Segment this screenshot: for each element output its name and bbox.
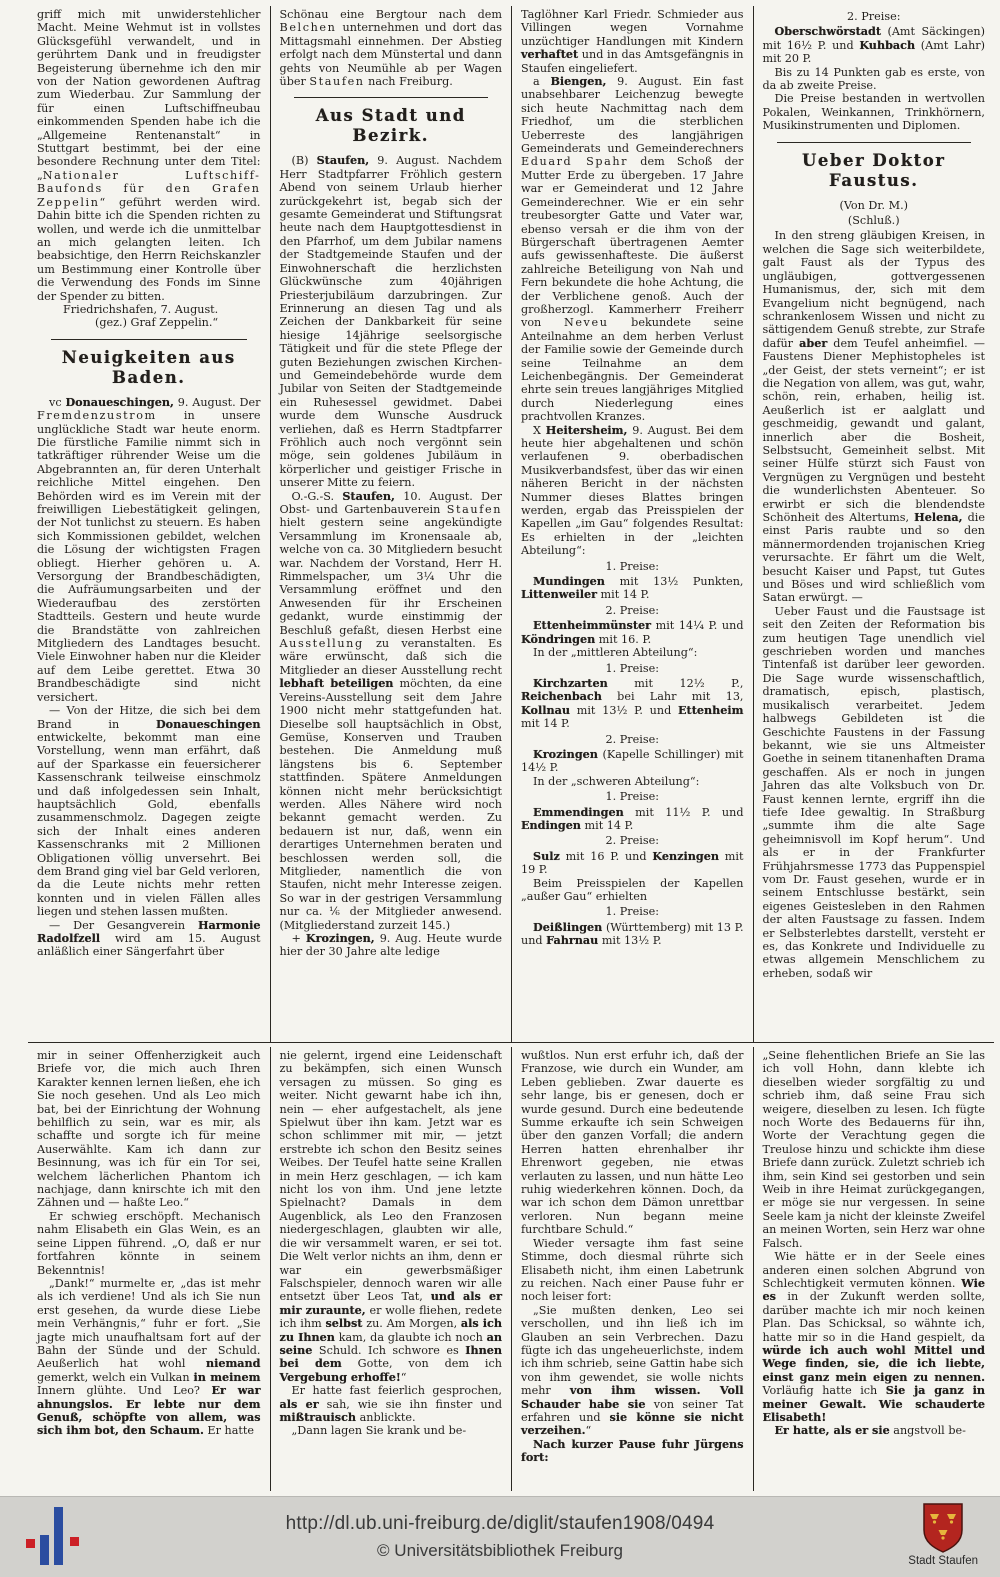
- paragraph: a Biengen, 9. August. Ein fast unabsehbarer Leichenzug bewegte sich heute Nachmittag nach dem Friedhof, um die sterblichen Ueberreste des langjährigen Gemeinderats und Gemeinderechners Eduard Spahr dem Schoß der Mutter Erde zu übergeben. 17 Jahre war er Gemeinderat und 12 Jahre Gemeinderechner. Wie er ein sehr treubesorgter Gatte und Vater war, ebenso versah er die ihm von der Bürgerschaft übertragenen Aemter aufs gewissenhafteste. Die äußerst zahlreiche Beteiligung von Nah und Fern bekundete die hohe Achtung, die der Verblichene genoß. Auch der großherzogl. Kammerherr Freiherr von Neveu bekundete seine Anteilnahme an dem herben Verlust der Familie sowie der Gemeinde durch seine Teilnahme an dem Leichenbegängnis. Der Gemeinderat ehrte sein treues langjähriges Mitglied durch Niederlegung eines prachtvollen Kranzes.: [521, 74, 744, 424]
- staufen-coat-of-arms-icon: [922, 1502, 964, 1554]
- paragraph: O.-G.-S. Staufen, 10. August. Der Obst- und Gartenbauverein Staufen hielt gestern seine angekündigte Versammlung im Kronensaale ab, welche von ca. 30 Mitgliedern besucht war. Nachdem der Vorstand, Herr H. Rimmelspacher, um 3¼ Uhr die Versammlung eröffnet und den Anwesenden für ihr Erscheinen gedankt, wurde einstimmig der Beschluß gefaßt, diesen Herbst eine Ausstellung zu veranstalten. Es wäre erwünscht, daß sich die Mitglieder an dieser Ausstellung recht lebhaft beteiligen möchten, da eine Vereins-Ausstellung seit dem Jahre 1900 nicht mehr stattgefunden hat. Dieselbe soll hauptsächlich in Obst, Gemüse, Konserven und Trauben bestehen. Die Anmeldung muß längstens bis 6. September stattfinden. Spätere Anmeldungen können nicht mehr berücksichtigt werden. Alles Nähere wird noch bekannt gemacht werden. Zu bedauern ist nur, daß, wenn ein derartiges Unternehmen beraten und beschlossen werden soll, die Mitglieder, namentlich die von Staufen, nicht mehr Interesse zeigen. So war in der gestrigen Versammlung nur ca. ⅙ der Mitglieder anwesend. (Mitgliederstand zurzeit 145.): [279, 488, 503, 932]
- paragraph: 2. Preise:: [605, 732, 659, 746]
- article-heading: Ueber Doktor Faustus.: [802, 150, 946, 190]
- paragraph: Wieder versagte ihm fast seine Stimme, doch diesmal rührte sich Elisabeth nicht, ihm einen Labetrunk zu reichen. Nach einer Pause fuhr er noch leiser fort:: [521, 1236, 744, 1304]
- paragraph: Schönau eine Bergtour nach dem Belchen unternehmen und dort das Mittagsmahl einnehmen. Der Abstieg erfolgt nach dem Münstertal und dann gehts von Neumühle ab per Wagen über Staufen nach Freiburg.: [279, 8, 502, 89]
- paragraph: Beim Preisspielen der Kapellen „außer Gau“ erhielten: [521, 876, 744, 903]
- footer-text-block: [0, 1497, 1000, 1577]
- paragraph: — Der Gesangverein Harmonie Radolfzell wird am 15. August anläßlich einer Sängerfahrt über: [37, 917, 261, 959]
- stadt-staufen-crest: [908, 1502, 978, 1567]
- paragraph: vc Donaueschingen, 9. August. Der Fremdenzustrom in unsere unglückliche Stadt war heute enorm. Die fürstliche Familie nimmt sich in tatkräftiger rührender Weise um die Abgebrannten an, für deren Unterhalt reichliche Mittel eingehen. Den Behörden wird es im Verein mit der freiwilligen Liebestätigkeit gelingen, der Not tunlichst zu steuern. Es haben sich Kommissionen gebildet, welchen die Lösung der wichtigsten Fragen obliegt. Hierher gehören u. A. Versorgung der Brandbeschädigten, die Aufräumungsarbeiten und der Wiederaufbau des zerstörten Stadtteils. Gestern und heute wurde die Brandstätte von zahlreichen Mitgliedern des Landtages besucht. Viele Einwohner haben nur die Kleider auf dem Leibe gerettet. Etwa 30 Brandbeschädigte sind nicht versichert.: [37, 394, 261, 704]
- paragraph: Bis zu 14 Punkten gab es erste, von da ab zweite Preise.: [762, 65, 985, 93]
- paragraph: 2. Preise:: [605, 834, 659, 848]
- feuilleton-column-2: [270, 1047, 512, 1491]
- paragraph: Die Preise bestanden in wertvollen Pokalen, Weinkannen, Trinkhörnern, Musikinstrumenten und Diplomen.: [762, 92, 985, 133]
- paragraph: + Krozingen, 9. Aug. Heute wurde hier der 30 Jahre alte ledige: [279, 931, 502, 959]
- feuilleton-section: [28, 1042, 994, 1491]
- paragraph: In der „mittleren Abteilung“:: [533, 646, 698, 660]
- paragraph: 1. Preise:: [605, 661, 659, 675]
- paragraph: griff mich mit unwiderstehlicher Macht. Meine Wehmut ist in vollstes Glücksgefühl verwandelt, und in gerührtem Dank und in freudigster Begeisterung übernehme ich den mir von der Nation gewordenen Auftrag zum Wiederbau. Zur Sammlung der für einen Luftschiffneubau einkommenden Spenden habe ich die „Allgemeine Rentenanstalt“ in Stuttgart bestimmt, bei der eine besondere Rechnung unter dem Titel: „Nationaler Luftschiff-Baufonds für den Grafen Zeppelin“ geführt werden wird. Dahin bitte ich die Spenden richten zu wollen, und werde ich die unmittelbar an mich gelangten leiten. Ich beabsichtige, den Herrn Reichskanzler um Bestimmung einer Kontrolle über die Verwendung des Fonds im Sinne der Spender zu bitten.: [37, 8, 261, 303]
- viewer-footer-bar: [0, 1496, 1000, 1577]
- paragraph: In den streng gläubigen Kreisen, in welchen die Sage sich weiterbildete, galt Faust als der Typus des ungläubigen, gottvergessenen Humanismus, der, sich mit dem Evangelium nicht begnügend, nach schrankenlosem Wissen und nicht zu sättigendem Genuß strebte, zur Strafe dafür aber dem Teufel anheimfiel. — Faustens Diener Mephistopheles ist „der Geist, der stets verneint“; er ist die Negation von allem, was gut, wahr, schön, rein, erhaben, heilig ist. Aeußerlich ist er aalglatt und geschmeidig, gewandt und galant, innerlich aber die Bosheit, Selbstsucht, Gemeinheit selbst. Mit seiner Hülfe stürzt sich Faust von Vergnügen zu Vergnügen und besteht die wunderlichsten Abenteuer. So erwirbt er sich die blendendste Schönheit des Altertums, Helena, die einst Paris raubte und so den männermordenden trojanischen Krieg verursachte. Er fährt um die Welt, besucht Kaiser und Papst, tut Gutes und Böses und wird schließlich vom Satan erwürgt. —: [762, 229, 985, 605]
- paragraph: mir in seiner Offenherzigkeit auch Briefe vor, die mich auch Ihren Karakter kennen lernen ließen, ehe ich Sie noch gesehen. Und als Leo mich bat, bei der Einrichtung der Wohnung behilflich zu sein, war es mir, als schaffte und sorgte ich für meine Auserwählte. Kam ich dann zur Besinnung, was ich für ein Tor sei, welchem lächerlichen Phantom ich nachjage, dann knirschte ich mit den Zähnen und — haßte Leo.“: [37, 1049, 261, 1210]
- paragraph: X Heitersheim, 9. August. Bei dem heute hier abgehaltenen und schön verlaufenen 9. oberbadischen Musikverbandsfest, über das wir einen näheren Bericht in der nächsten Nummer dieses Blattes bringen werden, ergab das Preisspielen der Kapellen „im Gau“ folgendes Resultat: Es erhielten in der „leichten Abteilung“:: [521, 422, 744, 558]
- paragraph: 1. Preise:: [605, 905, 659, 919]
- paragraph: — Von der Hitze, die sich bei dem Brand in Donaueschingen entwickelte, bekommt man eine Vorstellung, wenn man erfährt, daß auf der Sparkasse ein feuersicherer Kassenschrank teilweise einschmolz und daß infolgedessen sein Inhalt, hauptsächlich Gold, ebenfalls zusammenschmolz. Dagegen zeigte sich der Inhalt eines anderen Kassenschranks mit 2 Millionen Obligationen völlig unversehrt. Bei dem Brand ging viel bar Geld verloren, da die Leute nichts mehr retten konnten und in vielen Fällen alles liegen und stehen lassen mußten.: [37, 704, 261, 919]
- paragraph: Deißlingen (Württemberg) mit 13 P. und Fahrnau mit 13½ P.: [521, 919, 744, 948]
- paragraph: Mundingen mit 13½ Punkten, Littenweiler mit 14 P.: [521, 574, 744, 602]
- paragraph: Ueber Faust und die Faustsage ist seit den Zeiten der Reformation bis zum heutigen Tage unendlich viel geschrieben worden und manches Tintenfaß ist darüber leer geworden. Die Sage wurde wissenschaftlich, dramatisch, episch, plastisch, musikalisch verarbeitet. Jedem halbwegs Gebildeten ist die Geschichte Faustens in der Fassung bekannt, wie sie uns Altmeister Goethe in seinem titanenhaften Drama geschaffen. Als er noch in jungen Jahren das alte Volksbuch von Dr. Faust kennen lernte, ergriff ihn die tiefe Idee gewaltig. In Straßburg „summte ihm die alte Sage geheimnisvoll im Kopf herum“. Und als er in der Frankfurter Frühjahrsmesse 1773 das Puppenspiel vom Dr. Faust gesehen, wurde er in seinem Entschlusse bestärkt, sein eigenes Geistesleben in den Rahmen der alten Faustsage zu fassen. Indem er Selbsterlebtes darstellt, versteht er es, das Konkrete und Individuelle zu etwas allgemein Menschlichem zu erheben, sodaß wir: [762, 604, 985, 980]
- paragraph: „Seine flehentlichen Briefe an Sie las ich voll Hohn, dann klebte ich dieselben wieder sorgfältig zu und schrieb ihm, daß seine Frau sich weigere, dieselben zu lesen. Ich fügte noch Worte des Bedauerns für ihn, Worte der Verachtung gegen die Treulose hinzu und schickte ihm diese Briefe dann zurück. Zuletzt schrieb ich ihm, sein Kind sei gestorben und sein Weib in ihre Heimat zurückgegangen, er möge sie nur vergessen. In seine Seele kam ja nicht der kleinste Zweifel an meinen Worten, sein Herz war ohne Falsch.: [762, 1049, 985, 1250]
- copyright-notice: © Universitätsbibliothek Freiburg: [377, 1541, 623, 1560]
- paragraph: 2. Preise:: [847, 10, 901, 23]
- paragraph: „Sie mußten denken, Leo sei verschollen, und ihn ließ ich im Glauben an sein Verbrechen. Dazu fügte ich das ungeheuerlichste, indem ich ihm schrieb, seine Gattin habe sich von ihm gewendet, sie wolle nichts mehr von ihm wissen. Voll Schauder habe sie von seiner Tat erfahren und sie könne sie nicht verzeihen.“: [521, 1303, 744, 1438]
- top-section: [28, 6, 994, 1042]
- paragraph: Oberschwörstadt (Amt Säckingen) mit 16½ P. und Kuhbach (Amt Lahr) mit 20 P.: [762, 24, 985, 66]
- paragraph: „Dank!“ murmelte er, „das ist mehr als ich verdiene! Und als ich Sie nun erst gesehen, da wurde diese Liebe mein Verhängnis,“ fuhr er fort. „Sie jagte mich unaufhaltsam fort auf der Bahn der Sünde und der Schuld. Aeußerlich hat wohl niemand gemerkt, welch ein Vulkan in meinem Innern glühte. Und Leo? Er war ahnungslos. Er lebte nur dem Genuß, schöpfte von allem, was sich ihm bot, den Schaum. Er hatte: [37, 1276, 261, 1438]
- page-content: [28, 6, 994, 1491]
- paragraph: (B) Staufen, 9. August. Nachdem Herr Stadtpfarrer Fröhlich gestern Abend von seinem Urlaub hierher zurückgekehrt ist, begab sich der gesamte Gemeinderat und Stiftungsrat heute nach dem Hauptgottesdienst in den Pfarrhof, um dem Jubilar namens der Stadtgemeinde Staufen und der Einwohnerschaft die herzlichsten Glückwünsche zum 40jährigen Priesterjubiläum darzubringen. Zur Erinnerung an diesen Tag und als Zeichen der Dankbarkeit für seine hiesige 14jährige seelsorgische Tätigkeit und für die stete Pflege der guten Beziehungen zwischen Kirchen- und Gemeindebehörde wurde dem Jubilar von Seiten der Stadtgemeinde ein Ruhesessel gewidmet. Dabei wurde dem Wunsche Ausdruck verliehen, daß es Herrn Stadtpfarrer Fröhlich auch noch vergönnt sein möge, sein goldenes Jubiläum in körperlicher und geistiger Frische in unserer Mitte zu feiern.: [279, 153, 502, 490]
- newspaper-column-2: [270, 6, 512, 1042]
- feuilleton-column-3: [511, 1047, 753, 1491]
- newspaper-column-4: [753, 6, 995, 1042]
- paragraph: (Von Dr. M.): [839, 198, 908, 212]
- paragraph: (Schluß.): [847, 214, 900, 228]
- paragraph: Er hatte fast feierlich gesprochen, als er sah, wie sie ihn finster und mißtrauisch anblickte.: [279, 1384, 502, 1424]
- paragraph: 1. Preise:: [605, 790, 659, 804]
- column-divider-rule: [777, 142, 972, 143]
- newspaper-column-1: [28, 6, 270, 1042]
- column-divider-rule: [51, 339, 247, 340]
- feuilleton-column-1: [28, 1047, 270, 1491]
- paragraph: Ettenheimmünster mit 14¼ P. und Köndringen mit 16. P.: [521, 618, 744, 646]
- paragraph: Er schwieg erschöpft. Mechanisch nahm Elisabeth ein Glas Wein, es an seine Lippen führend. „O, daß er nur fortfahren könnte in seinem Bekenntnis!: [37, 1209, 261, 1277]
- article-heading: Aus Stadt und Bezirk.: [315, 106, 466, 146]
- column-divider-rule: [294, 97, 489, 98]
- paragraph: 2. Preise:: [605, 603, 659, 617]
- document-url: http://dl.ub.uni-freiburg.de/diglit/staufen1908/0494: [285, 1513, 715, 1534]
- feuilleton-column-4: [753, 1047, 995, 1491]
- paragraph: Taglöhner Karl Friedr. Schmieder aus Villingen wegen Vornahme unzüchtiger Handlungen mit Kindern verhaftet und in das Amtsgefängnis in Staufen eingeliefert.: [521, 8, 744, 75]
- paragraph: Wie hätte er in der Seele eines anderen einen solchen Abgrund von Schlechtigkeit vermuten können. Wie es in der Zukunft werden sollte, darüber machte ich mir noch keinen Plan. Das Schicksal, so wähnte ich, hatte mir so in die Hand gespielt, da würde ich auch wohl Mittel und Wege finden, sie, die ich liebte, einst ganz mein eigen zu nennen. Vorläufig hatte ich Sie ja ganz in meiner Gewalt. Wie schauderte Elisabeth!: [762, 1250, 986, 1424]
- paragraph: Friedrichshafen, 7. August.: [63, 302, 219, 316]
- paragraph: Kirchzarten mit 12½ P., Reichenbach bei Lahr mit 13, Kollnau mit 13½ P. und Ettenheim mit 14 P.: [521, 675, 744, 731]
- article-heading: Neuigkeiten aus Baden.: [61, 347, 236, 387]
- paragraph: Nach kurzer Pause fuhr Jürgens fort:: [521, 1436, 744, 1465]
- paragraph: Sulz mit 16 P. und Kenzingen mit 19 P.: [521, 848, 744, 877]
- paragraph: nie gelernt, irgend eine Leidenschaft zu bekämpfen, sich einen Wunsch versagen zu müssen. So ging es weiter. Nicht gewarnt habe ich ihn, nein — eher aufgestachelt, als jene Spielwut über ihn kam. Jetzt war es schon schlimmer mit mir, — jetzt erstrebte ich schon den Besitz seines Weibes. Der Teufel hatte seine Krallen in mein Herz geschlagen, — ich kam nicht los von ihm. Und jene letzte Spielnacht? Damals in dem Augenblick, als Leo den Franzosen niedergeschlagen, glaubten wir alle, die wir versammelt waren, er sei tot. Die Welt verlor nichts an ihm, denn er war ein gewerbsmäßiger Falschspieler, dennoch waren wir alle entsetzt über Leos Tat, und als er mir zuraunte, er wolle fliehen, redete ich ihm selbst zu. Am Morgen, als ich zu Ihnen kam, da glaubte ich noch an seine Schuld. Ich schwore es Ihnen bei dem Gotte, von dem ich Vergebung erhoffe!“: [279, 1049, 502, 1384]
- paragraph: Krozingen (Kapelle Schillinger) mit 14½ P.: [521, 746, 744, 775]
- paragraph: „Dann lagen Sie krank und be-: [291, 1424, 467, 1438]
- newspaper-column-3: [511, 6, 753, 1042]
- paragraph: (gez.) Graf Zeppelin.“: [95, 316, 219, 330]
- paragraph: In der „schweren Abteilung“:: [533, 774, 700, 788]
- crest-caption: Stadt Staufen: [908, 1555, 978, 1567]
- paragraph: Emmendingen mit 11½ P. und Endingen mit 14 P.: [521, 804, 744, 832]
- paragraph: 1. Preise:: [605, 559, 659, 573]
- paragraph: wußtlos. Nun erst erfuhr ich, daß der Franzose, wie durch ein Wunder, am Leben geblieben. Zwar dauerte es sehr lange, bis er genesen, doch er wurde gesund. Durch eine bedeutende Summe erkaufte ich sein Schweigen über den ganzen Vorfall; die andern Herren hatten ehrenhalber ihr Ehrenwort gegeben, nie etwas verlauten zu lassen, und nun hätte Leo ruhig wiederkehren können. Doch, da war ich schon dem Dämon unrettbar verloren. Nun begann meine furchtbare Schuld.“: [521, 1049, 744, 1237]
- paragraph: Er hatte, als er sie angstvoll be-: [774, 1423, 966, 1438]
